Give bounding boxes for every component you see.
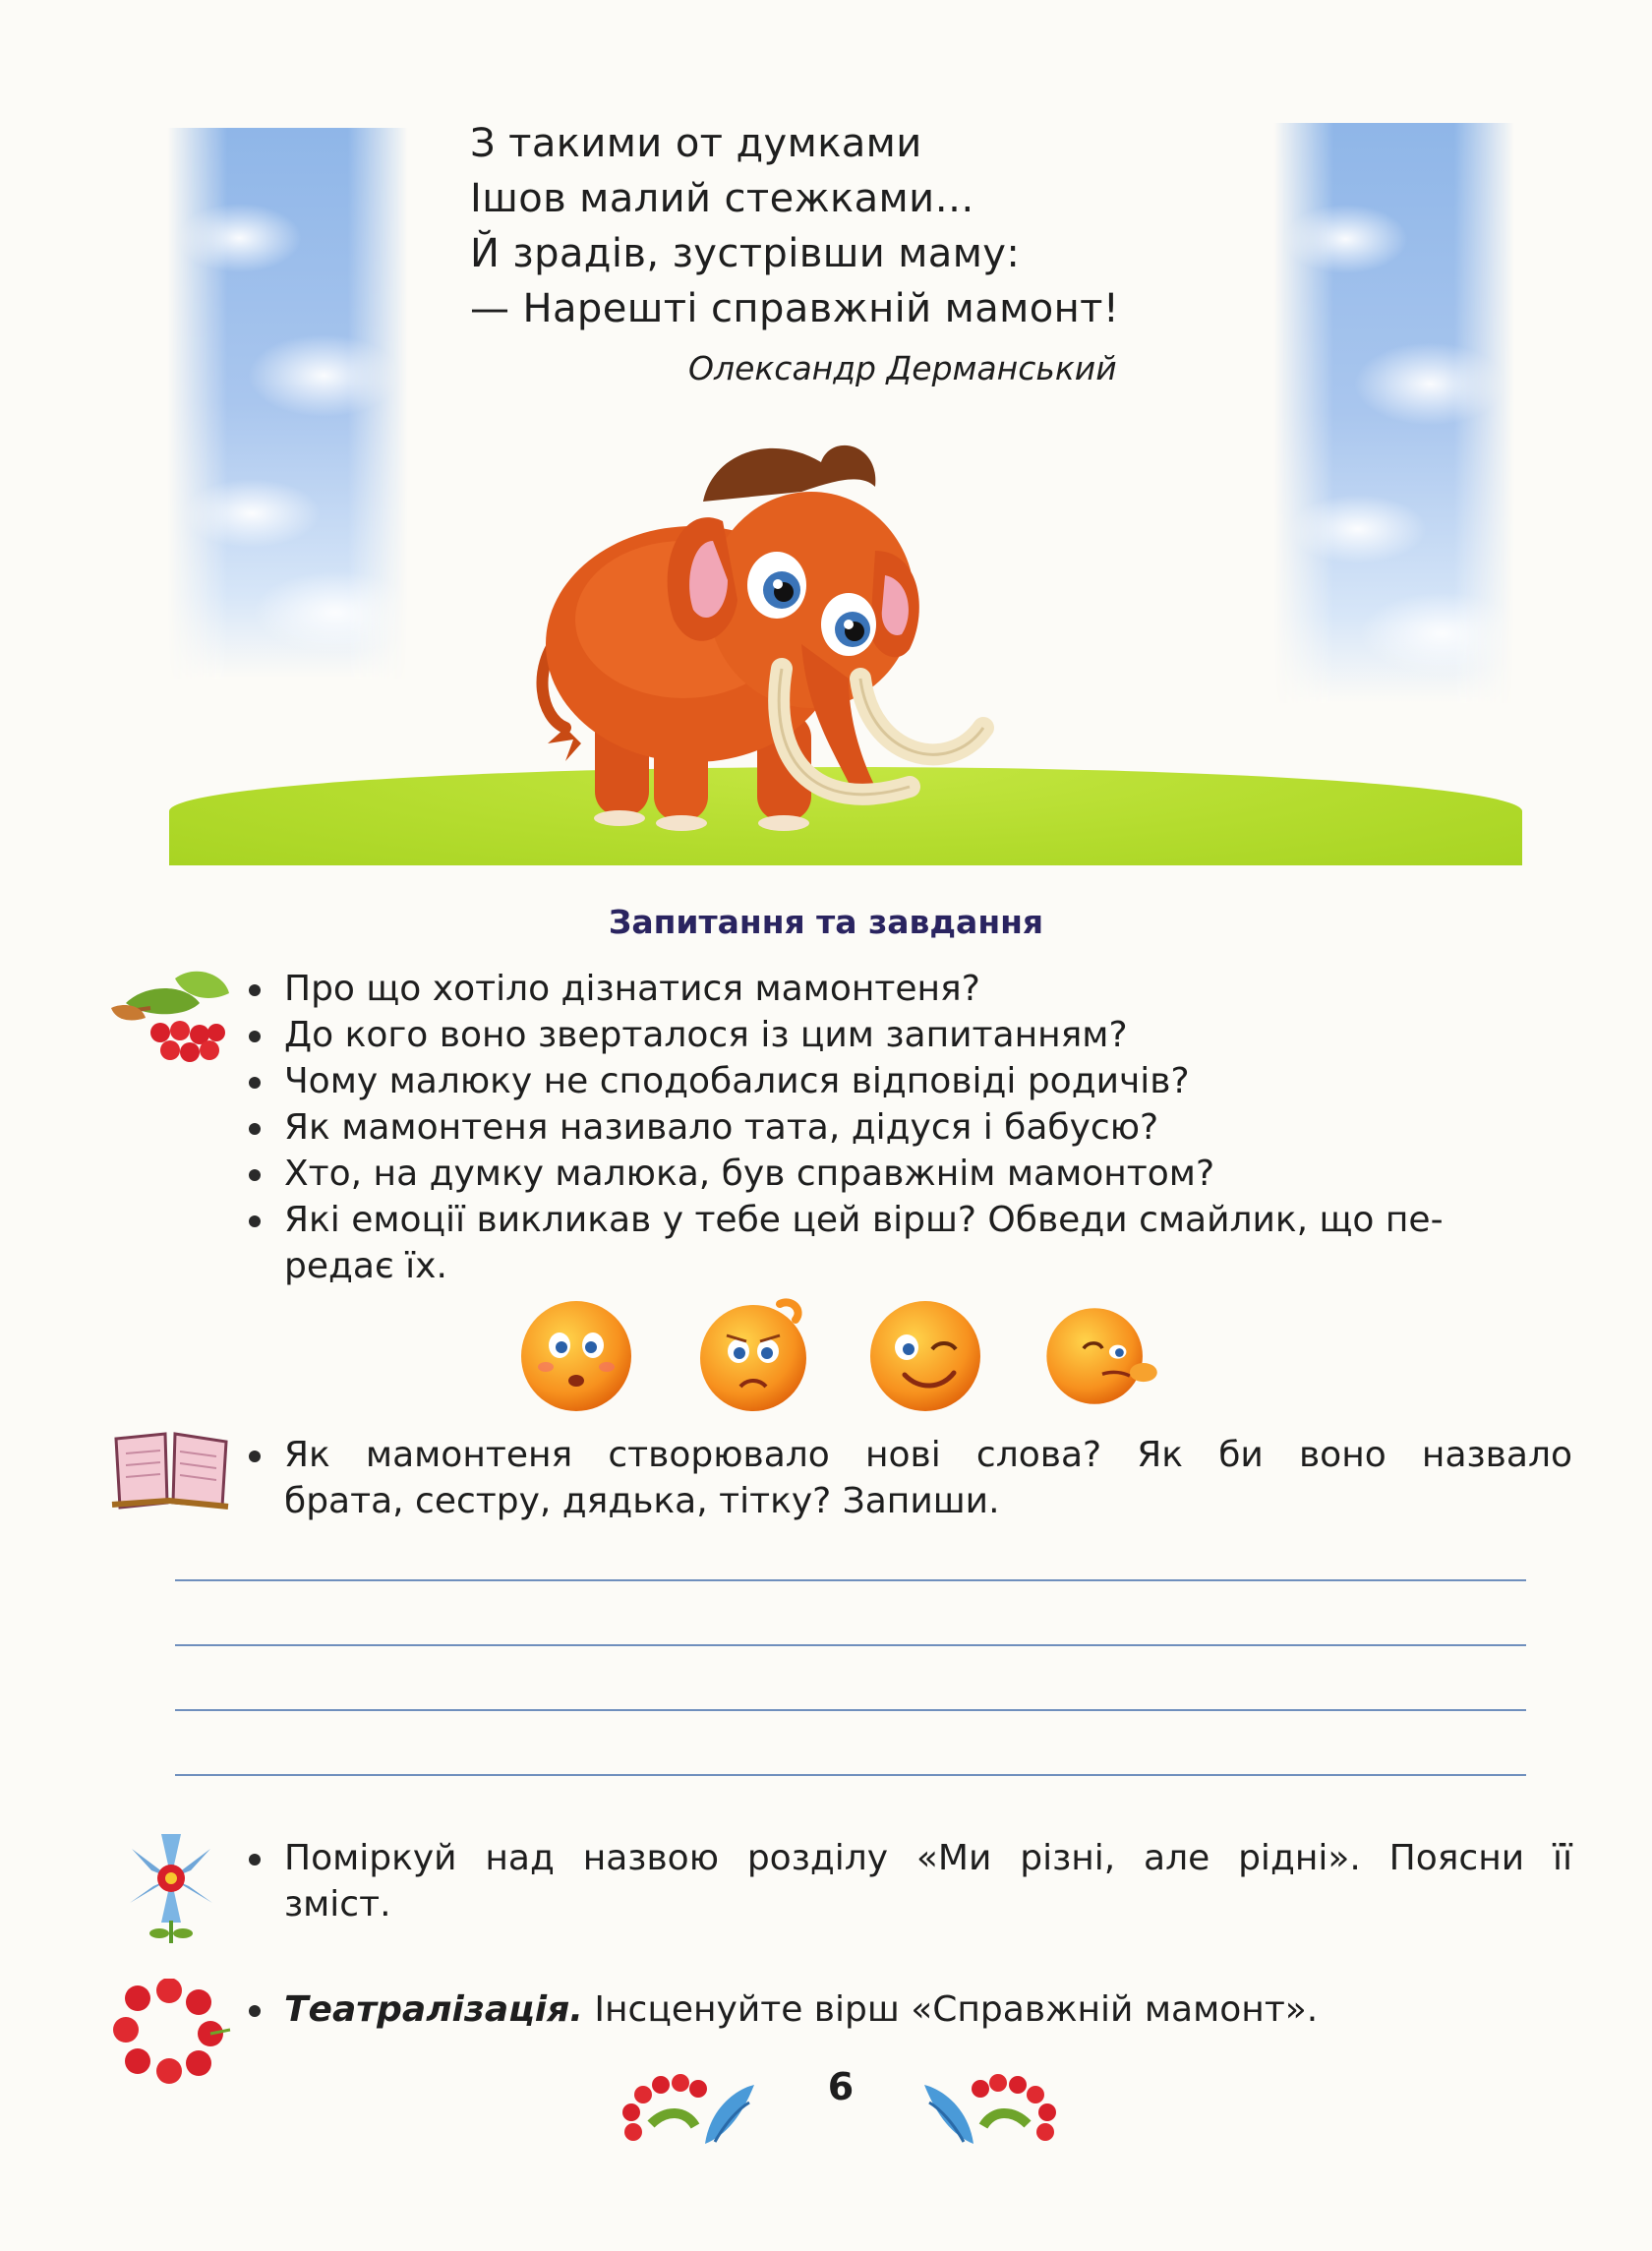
task-text: зміст.: [284, 1884, 391, 1925]
poem-line: — Нарешті справжній мамонт!: [470, 286, 1120, 331]
smiley-winking-icon[interactable]: [865, 1296, 985, 1416]
task-text: Як мамонтеня створювало нові слова? Як би воно назвало: [284, 1435, 1572, 1475]
task-text: Поміркуй над назвою розділу «Ми різні, але рідні». Поясни її: [284, 1838, 1572, 1878]
writing-line[interactable]: [175, 1709, 1526, 1711]
list-item: Хто, на думку малюка, був справжнім мамонтом?: [241, 1151, 1529, 1197]
task-theatre: [241, 1986, 1572, 2033]
writing-line[interactable]: [175, 1579, 1526, 1581]
list-item: Чому малюку не сподобалися відповіді родичів?: [241, 1058, 1529, 1104]
poem-line: Й зрадів, зустрівши маму:: [470, 231, 1021, 276]
poem-line: Ішов малий стежками…: [470, 176, 974, 221]
ornament-right-icon: [919, 2065, 1067, 2154]
sky-panel-right: [1273, 123, 1514, 703]
writing-line[interactable]: [175, 1644, 1526, 1646]
task-section-title: [241, 1835, 1572, 1927]
task-label: Театралізація.: [284, 1989, 583, 2030]
list-item: Які емоції викликав у тебе цей вірш? Обведи смайлик, що пе-: [241, 1197, 1529, 1243]
poem: [470, 116, 1119, 336]
mammoth-illustration: [536, 433, 1165, 846]
viburnum-icon: [106, 964, 234, 1072]
sky-panel-left: [167, 128, 408, 679]
poem-author: Олександр Дерманський: [688, 349, 1117, 387]
smiley-thinking-icon[interactable]: [1042, 1296, 1162, 1416]
berry-wreath-icon: [108, 1979, 231, 2087]
poem-line: З такими от думками: [470, 121, 922, 166]
smiley-worried-icon[interactable]: [693, 1296, 813, 1416]
list-item-continuation: редає їх.: [284, 1246, 447, 1286]
questions-heading: Запитання та завдання: [608, 903, 1044, 941]
flower-icon: [110, 1827, 233, 1945]
task-text: брата, сестру, дядька, тітку? Запиши.: [284, 1481, 1000, 1521]
task-text: Інсценуйте вірш «Справжній мамонт».: [582, 1989, 1319, 2030]
list-item: До кого воно зверталося із цим запитанням?: [241, 1012, 1529, 1058]
smiley-surprised-icon[interactable]: [516, 1296, 636, 1416]
task-new-words: [241, 1432, 1572, 1524]
open-book-icon: [106, 1424, 234, 1512]
writing-line[interactable]: [175, 1774, 1526, 1776]
ornament-left-icon: [612, 2065, 759, 2154]
list-item: Як мамонтеня називало тата, дідуся і бабусю?: [241, 1104, 1529, 1151]
list-item: Про що хотіло дізнатися мамонтеня?: [241, 966, 1529, 1012]
page-number: 6: [827, 2065, 855, 2108]
questions-list: [241, 966, 1529, 1289]
